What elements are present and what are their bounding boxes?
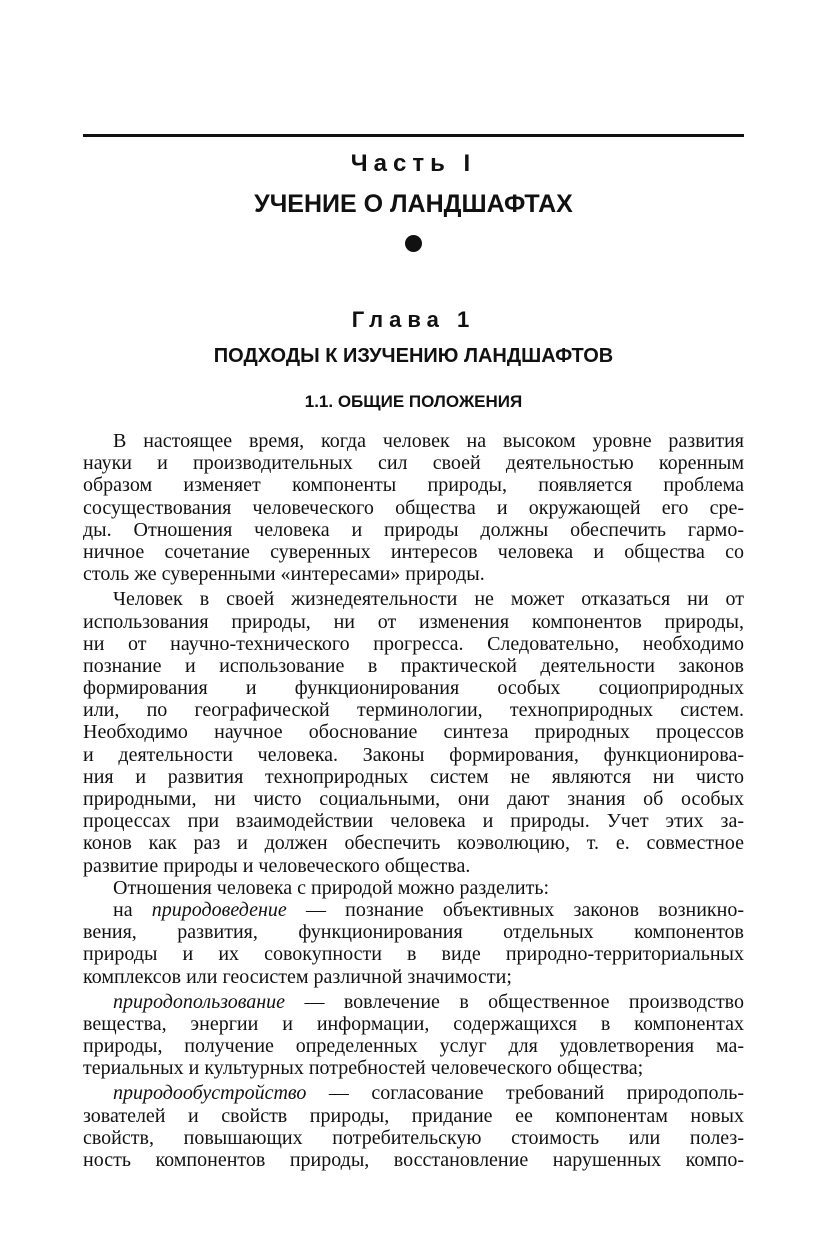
text-line: В настоящее время, когда человек на высоком уровне развития <box>113 430 744 452</box>
text-line: развитие природы и человеческого общества. <box>83 854 471 877</box>
text-line: ни от научно-технического прогресса. Следовательно, необходимо <box>83 632 744 655</box>
text-line: вещества, энергии и информации, содержащихся в компонентах <box>83 1012 744 1035</box>
body-text <box>83 430 744 1171</box>
section-title: 1.1. ОБЩИЕ ПОЛОЖЕНИЯ <box>304 392 523 411</box>
paragraph <box>83 430 744 585</box>
text-line: ничное сочетание суверенных интересов человека и общества со <box>83 540 744 563</box>
text-line: формирования и функционирования особых социоприродных <box>83 677 744 700</box>
line-rest: — познание объективных законов возникно- <box>286 898 744 921</box>
text-line: столь же суверенными «интересами» природы. <box>83 563 485 586</box>
term-prirodopolzovanie: природопользование <box>113 990 286 1013</box>
text-line: сосуществования человеческого общества и окружающей его сре- <box>83 496 744 519</box>
text-line <box>83 899 744 921</box>
text-line: или, по географической терминологии, технoприродных систем. <box>83 699 744 722</box>
text-line: природы и их совокупности в виде природно-территориальных <box>83 943 744 966</box>
chapter-title: ПОДХОДЫ К ИЗУЧЕНИЮ ЛАНДШАФТОВ <box>213 345 614 367</box>
text-line <box>83 991 744 1013</box>
term-prirodovedenie: природоведение <box>151 898 287 921</box>
text-line: комплексов или геосистем различной значимости; <box>83 965 512 988</box>
text-line: конов как раз и должен обеспечить коэволюцию, т. е. совместное <box>83 832 744 855</box>
text-line: свойств, повышающих потребительскую стоимость или полез- <box>83 1126 744 1149</box>
text-line: зователей и свойств природы, придание ее компонентам новых <box>83 1104 744 1127</box>
paragraph <box>83 588 744 876</box>
definition-paragraph <box>83 1082 744 1171</box>
text-line <box>83 1082 744 1104</box>
definition-paragraph <box>83 899 744 988</box>
part-label: Часть I <box>350 150 477 177</box>
line-prefix: на <box>113 898 152 921</box>
text-line: териальных и культурных потребностей человеческого общества; <box>83 1057 644 1080</box>
text-line: вения, развития, функционирования отдельных компонентов <box>83 921 744 944</box>
line-rest: — вовлечение в общественное производство <box>285 990 744 1013</box>
text-line: Отношения человека с природой можно разделить: <box>113 876 550 899</box>
text-line: познание и использование в практической деятельности законов <box>83 654 744 677</box>
text-line: ность компонентов природы, восстановление нарушенных компо- <box>83 1149 744 1171</box>
line-rest: — согласование требований природополь- <box>306 1082 744 1105</box>
definition-paragraph <box>83 991 744 1080</box>
text-line: науки и производительных сил своей деятельностью коренным <box>83 452 744 475</box>
text-line: природными, ни чисто социальными, они дают знания об особых <box>83 788 744 810</box>
top-rule <box>83 134 744 137</box>
text-line: ды. Отношения человека и природы должны обеспечить гармо- <box>83 518 744 541</box>
text-line: Необходимо научное обоснование синтеза природных процессов <box>83 721 744 744</box>
term-prirodoobustroystvo: природообустройство <box>113 1082 307 1105</box>
part-title: УЧЕНИЕ О ЛАНДШАФТАХ <box>254 190 573 218</box>
text-line: образом изменяет компоненты природы, появляется проблема <box>83 474 744 497</box>
text-line: использования природы, ни от изменения компонентов природы, <box>83 610 744 633</box>
text-line: природы, получение определенных услуг для удовлетворения ма- <box>83 1035 744 1058</box>
text-line: ния и развития технoприродных систем не являются ни чисто <box>83 765 744 788</box>
chapter-label: Глава 1 <box>351 307 476 332</box>
text-line: и деятельности человека. Законы формирования, функционирова- <box>83 743 744 766</box>
bullet-ornament <box>405 235 422 252</box>
text-line: Человек в своей жизнедеятельности не может отказаться ни от <box>113 588 744 611</box>
paragraph <box>83 877 744 899</box>
text-line: процессах при взаимодействии человека и природы. Учет этих за- <box>83 810 744 833</box>
